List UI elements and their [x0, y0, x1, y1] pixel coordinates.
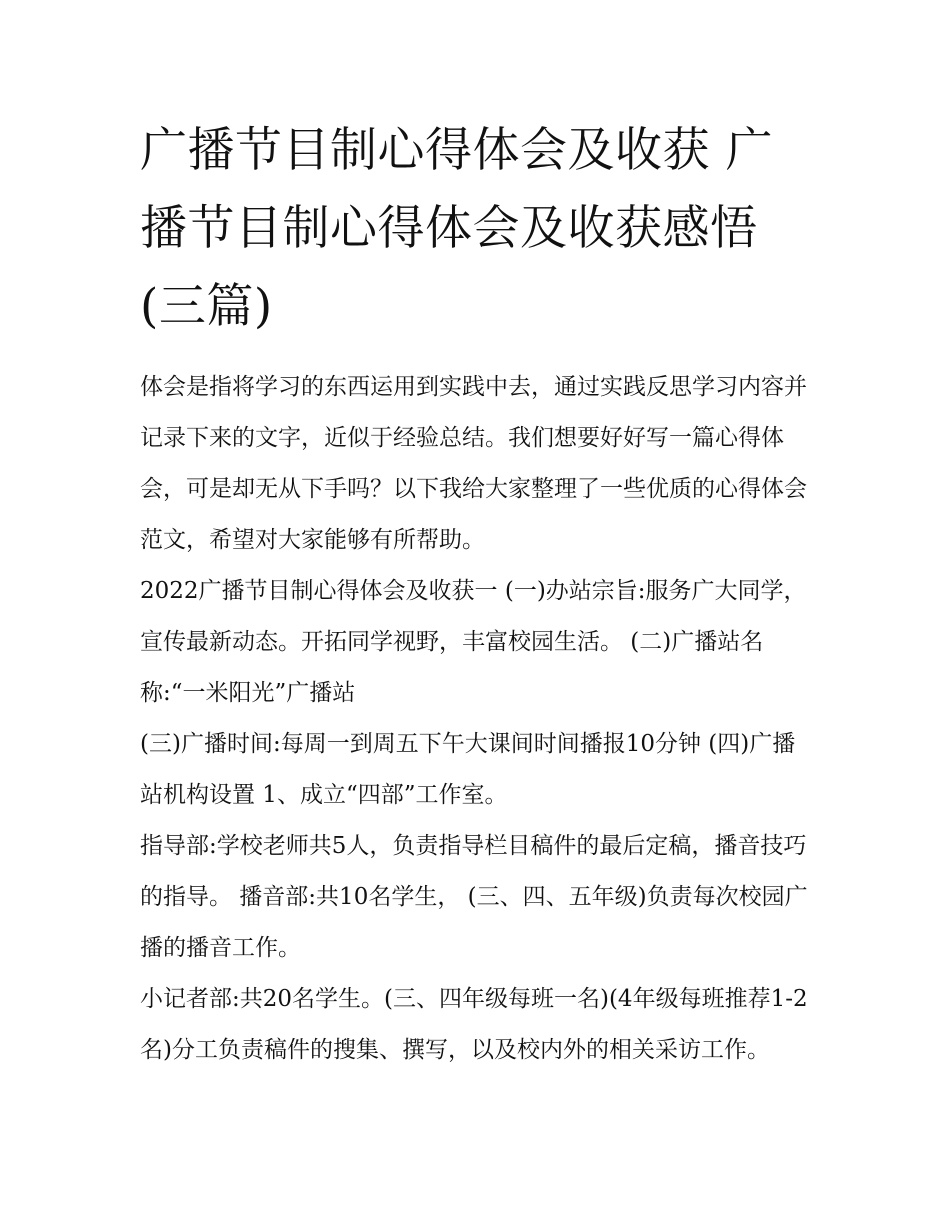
paragraph-reporters: 小记者部:共20名学生。(三、四年级每班一名)(4年级每班推荐1-2名)分工负责稿件的搜集、撰写，以及校内外的相关采访工作。 — [140, 986, 808, 1063]
paragraph-schedule: (三)广播时间:每周一到周五下午大课间时间播报10分钟 (四)广播站机构设置 1、成立“四部”工作室。 — [140, 731, 796, 808]
paragraph-intro: 体会是指将学习的东西运用到实践中去，通过实践反思学习内容并记录下来的文字，近似于经验总结。我们想要好好写一篇心得体会，可是却无从下手吗？以下我给大家整理了一些优质的心得体会范文，希望对大家能够有所帮助。 — [140, 374, 807, 553]
document-page — [140, 112, 812, 1076]
document-title: 广播节目制心得体会及收获 广播节目制心得体会及收获感悟(三篇) — [140, 123, 773, 334]
paragraph-guidance: 指导部:学校老师共5人，负责指导栏目稿件的最后定稿，播音技巧的指导。 播音部:共10名学生， (三、四、五年级)负责每次校园广播的播音工作。 — [140, 833, 808, 961]
document-body — [140, 362, 812, 1076]
paragraph-purpose: 2022广播节目制心得体会及收获一 (一)办站宗旨:服务广大同学，宣传最新动态。开拓同学视野，丰富校园生活。 (二)广播站名称:“一米阳光”广播站 — [140, 578, 807, 706]
